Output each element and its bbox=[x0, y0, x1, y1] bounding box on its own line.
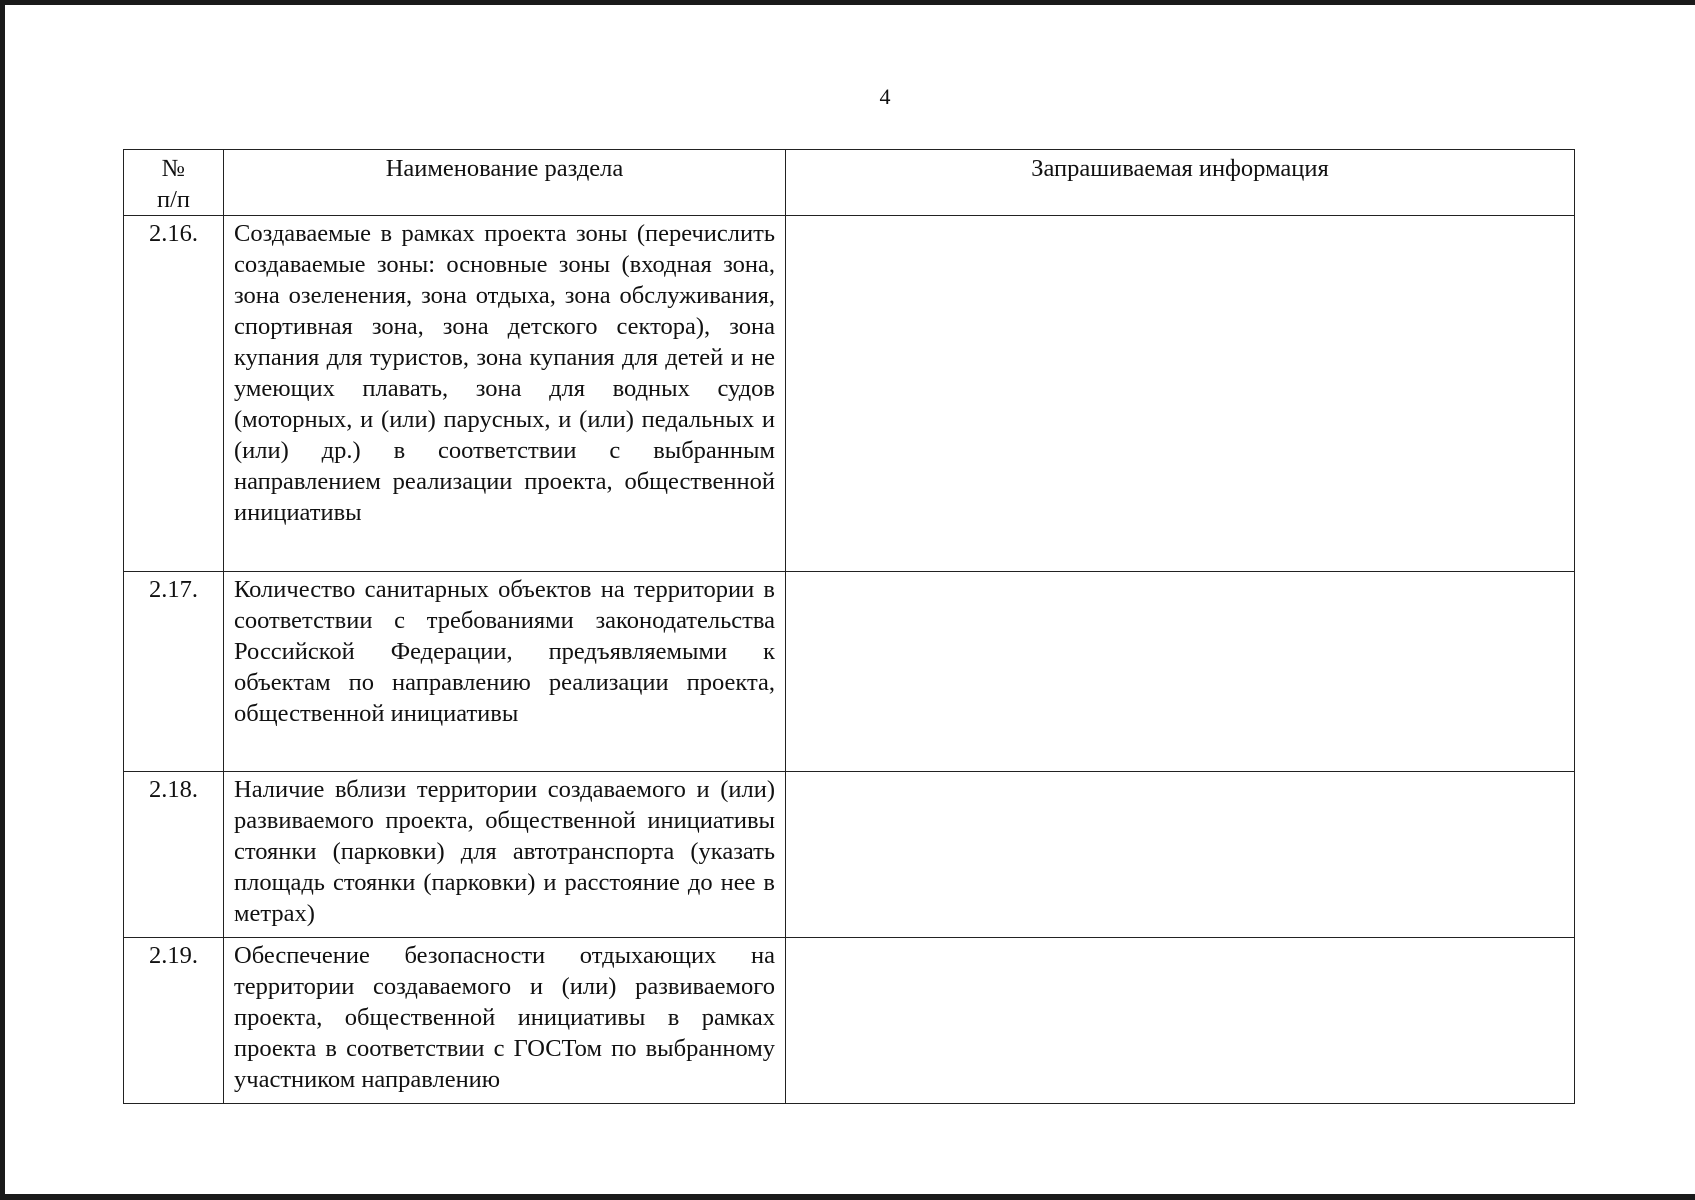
row-section-name: Наличие вблизи территории создаваемого и (или) развиваемого проекта, общественной инициативы стоянки (парковки) для автотранспорта (указать площадь стоянки (парковки) и расстояние до нее в метрах) bbox=[224, 772, 786, 938]
scan-border-bottom bbox=[0, 1194, 1695, 1200]
scan-border-top bbox=[0, 0, 1695, 5]
header-number-abbrev: п/п bbox=[156, 186, 191, 213]
row-requested-info[interactable] bbox=[786, 216, 1575, 572]
table-row bbox=[124, 772, 1575, 938]
row-section-name: Создаваемые в рамках проекта зоны (перечислить создаваемые зоны: основные зоны (входная зона, зона озеленения, зона отдыха, зона обслуживания, спортивная зона, зона детского сектора), зона купания для туристов, зона купания для детей и не умеющих плавать, зона для водных судов (моторных, и (или) парусных, и (или) педальных и (или) др.) в соответствии с выбранным направлением реализации проекта, общественной инициативы bbox=[224, 216, 786, 572]
table-header-row bbox=[124, 150, 1575, 216]
row-number: 2.18. bbox=[124, 772, 224, 938]
page-number: 4 bbox=[879, 84, 891, 109]
header-number bbox=[124, 150, 224, 216]
row-requested-info[interactable] bbox=[786, 772, 1575, 938]
row-number: 2.17. bbox=[124, 572, 224, 772]
row-section-name: Обеспечение безопасности отдыхающих на территории создаваемого и (или) развиваемого проекта, общественной инициативы в рамках проекта в соответствии с ГОСТом по выбранному участником направлению bbox=[224, 938, 786, 1104]
information-table bbox=[123, 149, 1575, 1104]
row-requested-info[interactable] bbox=[786, 938, 1575, 1104]
scan-border-left bbox=[0, 0, 5, 1200]
table-row bbox=[124, 572, 1575, 772]
row-section-name: Количество санитарных объектов на территории в соответствии с требованиями законодательства Российской Федерации, предъявляемыми к объектам по направлению реализации проекта, общественной инициативы bbox=[224, 572, 786, 772]
table-row bbox=[124, 938, 1575, 1104]
row-number: 2.16. bbox=[124, 216, 224, 572]
header-section-name: Наименование раздела bbox=[224, 150, 786, 216]
header-requested-info: Запрашиваемая информация bbox=[786, 150, 1575, 216]
table-row bbox=[124, 216, 1575, 572]
row-requested-info[interactable] bbox=[786, 572, 1575, 772]
row-number: 2.19. bbox=[124, 938, 224, 1104]
header-number-symbol: № bbox=[161, 155, 186, 182]
